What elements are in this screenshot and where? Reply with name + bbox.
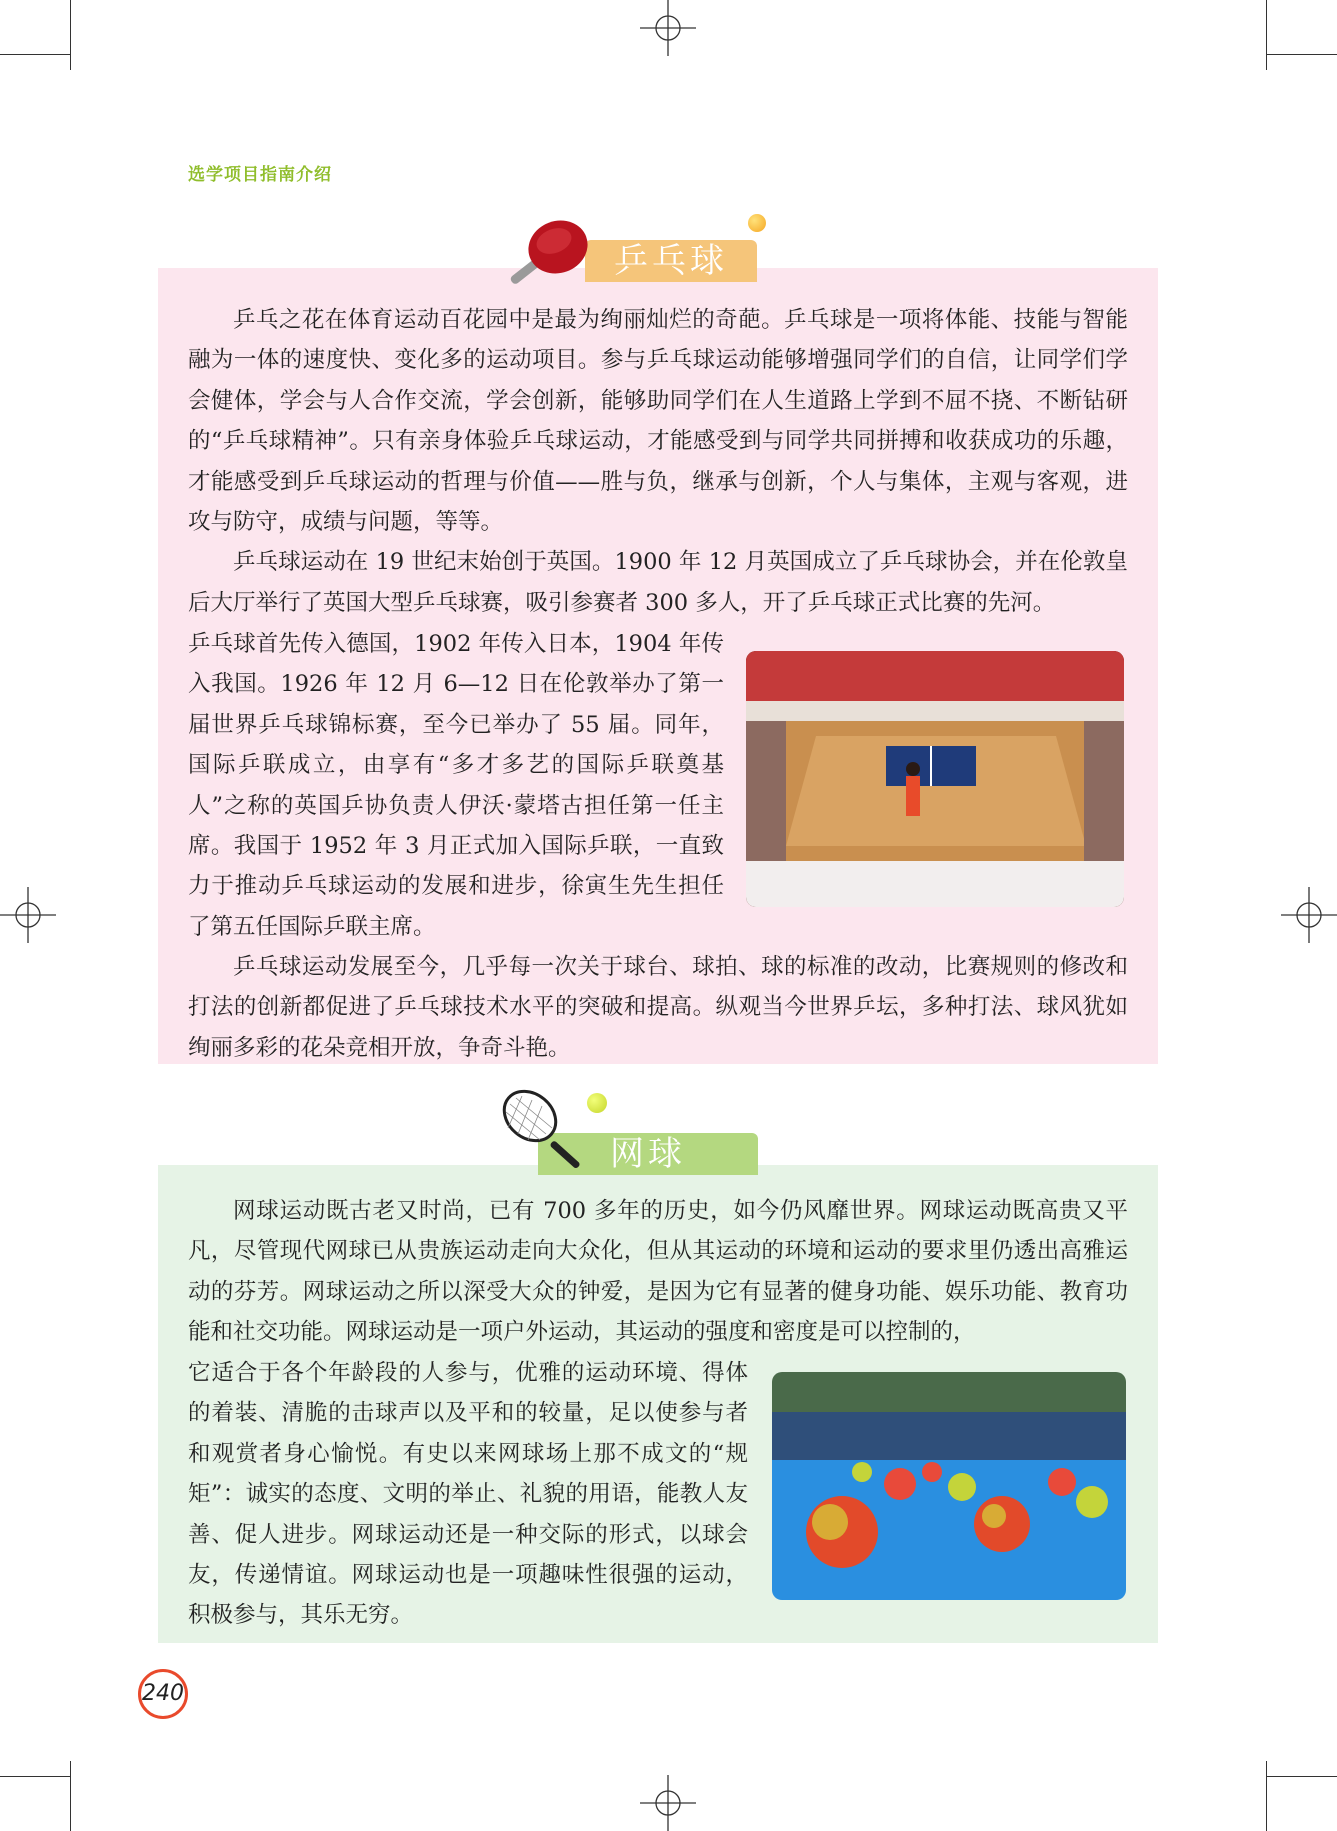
tennis-title: 网球 (538, 1133, 758, 1175)
crop-mark (70, 0, 71, 70)
paddle-icon (498, 215, 598, 295)
registration-mark-icon (0, 887, 56, 943)
registration-mark-icon (640, 0, 696, 56)
crop-mark (1267, 1776, 1337, 1777)
pingpong-paragraph-1: 乒乓之花在体育运动百花园中是最为绚丽灿烂的奇葩。乒乓球是一项将体能、技能与智能融为一体的速度快、变化多的运动项目。参与乒乓球运动能够增强同学们的自信，让同学们学会健体，学会与人合作交流，学会创新，能够助同学们在人生道路上学到不屈不挠、不断钻研的“乒乓球精神”。只有亲身体验乒乓球运动，才能感受到与同学共同拼搏和收获成功的乐趣，才能感受到乒乓球运动的哲理与价值——胜与负，继承与创新，个人与集体，主观与客观，进攻与防守，成绩与问题，等等。 (188, 307, 1128, 536)
pingpong-paragraph-4: 乒乓球运动发展至今，几乎每一次关于球台、球拍、球的标准的改动，比赛规则的修改和打法的创新都促进了乒乓球技术水平的突破和提高。纵观当今世界乒坛，多种打法、球风犹如绚丽多彩的花朵竞相开放，争奇斗艳。 (188, 954, 1128, 1061)
tennis-paragraph-1: 网球运动既古老又时尚，已有 700 多年的历史，如今仍风靡世界。网球运动既高贵又平凡，尽管现代网球已从贵族运动走向大众化，但从其运动的环境和运动的要求里仍透出高雅运动的芬芳。网球运动之所以深受大众的钟爱，是因为它有显著的健身功能、娱乐功能、教育功能和社交功能。网球运动是一项户外运动，其运动的强度和密度是可以控制的， (188, 1198, 1128, 1346)
tennis-paragraph-2: 它适合于各个年龄段的人参与，优雅的运动环境、得体的着装、清脆的击球声以及平和的较量，足以使参与者和观赏者身心愉悦。有史以来网球场上那不成文的“规矩”：诚实的态度、文明的举止、礼貌的用语，能教人友善、促人进步。网球运动还是一种交际的形式，以球会友，传递情谊。网球运动也是一项趣味性很强的运动，积极参与，其乐无穷。 (188, 1360, 748, 1629)
pingpong-intro (188, 300, 1128, 623)
crop-mark (1266, 1761, 1267, 1831)
pingpong-ball-icon (748, 214, 766, 232)
pingpong-paragraph-3: 乒乓球首先传入德国，1902 年传入日本，1904 年传入我国。1926 年 12 月 6—12 日在伦敦举办了第一届世界乒乓球锦标赛，至今已举办了 55 届。同年，国际乒联成立，由享有“多才多艺的国际乒联奠基人”之称的英国乒协负责人伊沃·蒙塔古担任第一任主席。我国于 1952 年 3 月正式加入国际乒联，一直致力于推动乒乓球运动的发展和进步，徐寅生先生担任了第五任国际乒联主席。 (188, 631, 724, 940)
pingpong-history (188, 624, 724, 947)
crop-mark (0, 54, 70, 55)
crop-mark (1267, 54, 1337, 55)
section-header: 选学项目指南介绍 (188, 165, 332, 185)
pingpong-photo (746, 651, 1124, 907)
crop-mark (1266, 0, 1267, 70)
crop-mark (70, 1761, 71, 1831)
pingpong-paragraph-2: 乒乓球运动在 19 世纪末始创于英国。1900 年 12 月英国成立了乒乓球协会，并在伦敦皇后大厅举行了英国大型乒乓球赛，吸引参赛者 300 多人，开了乒乓球正式比赛的先河。 (188, 549, 1128, 616)
registration-mark-icon (640, 1775, 696, 1831)
registration-mark-icon (1281, 887, 1337, 943)
page-number: 240 (138, 1669, 188, 1719)
tennis-details (188, 1353, 748, 1636)
tennis-balls-image (772, 1372, 1126, 1600)
crop-mark (0, 1776, 70, 1777)
pingpong-conclusion (188, 947, 1128, 1068)
pingpong-title: 乒乓球 (585, 240, 757, 282)
pingpong-match-image (746, 651, 1124, 907)
tennis-racket-icon (496, 1082, 596, 1182)
tennis-ball-icon (587, 1093, 607, 1113)
tennis-photo (772, 1372, 1126, 1600)
tennis-intro (188, 1191, 1128, 1353)
